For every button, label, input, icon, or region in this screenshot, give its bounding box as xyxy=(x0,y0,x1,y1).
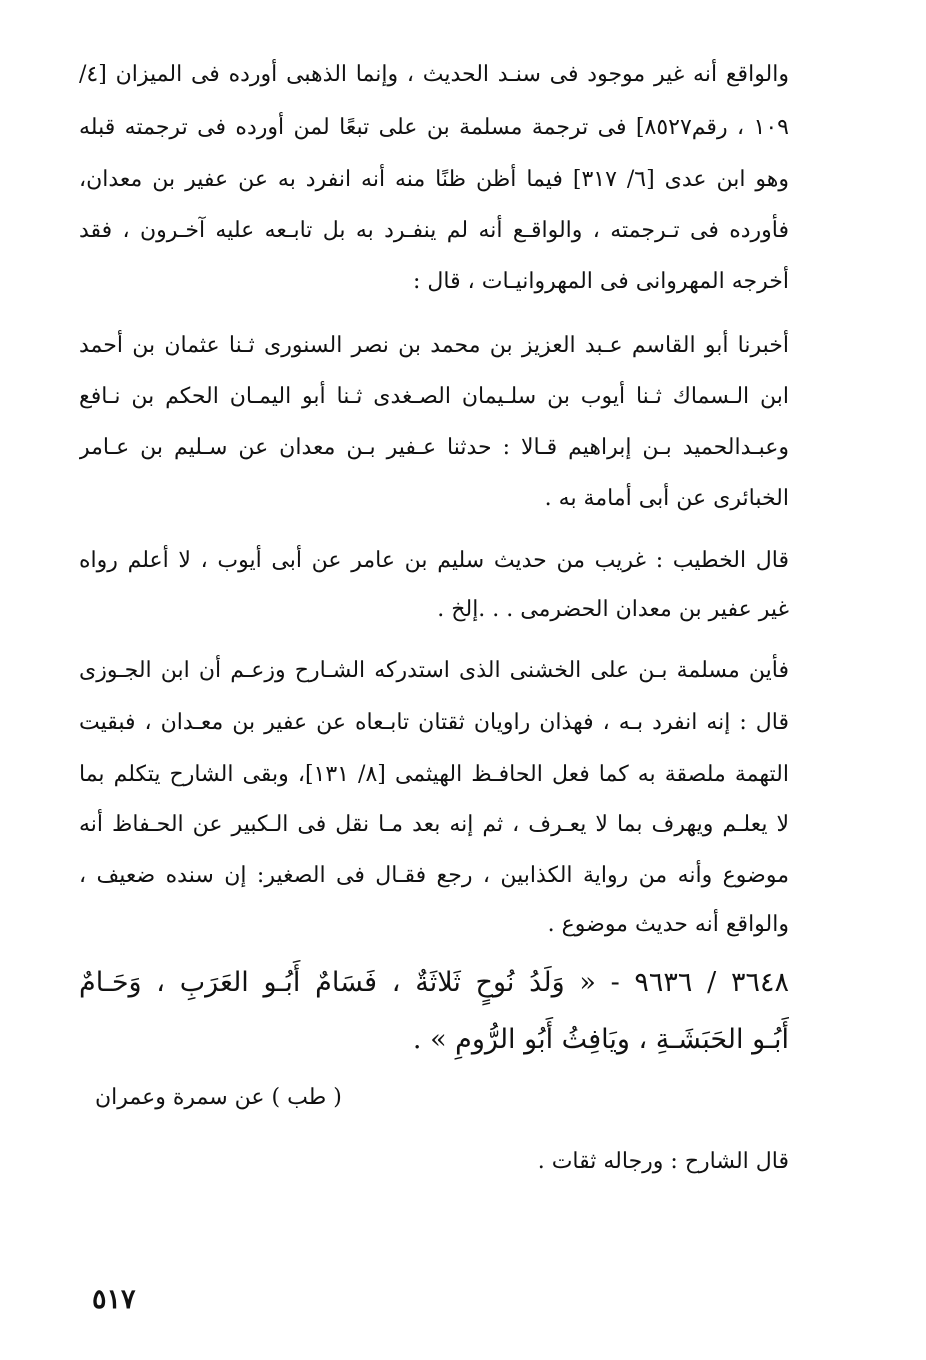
hadith-source: ( طب ) عن سمرة وعمران xyxy=(95,1085,342,1110)
text-line: قال : إنه انفرد بـه ، فهذان راويان ثقتان تابـعاه عن عفير بن معـدان ، فبقيت xyxy=(79,710,789,735)
text-line: وعبـدالحميد بـن إبراهيم قـالا : حدثنا عـفير بـن معدان عن سـليم بن عـامر xyxy=(79,435,789,460)
text-line: فأين مسلمة بـن على الخشنى الذى استدركه الشـارح وزعـم أن ابن الجـوزى xyxy=(79,658,789,683)
text-line: ابن الـسماك ثـنا أيوب بن سلـيمان الصـغدى ثـنا أبو اليمـان الحكم بن نـافع xyxy=(79,384,789,409)
page-number: ٥١٧ xyxy=(92,1284,136,1315)
hadith-line: أَبُـو الحَبَشَـةِ ، ويَافِثُ أَبُو الرُّومِ » . xyxy=(412,1024,789,1055)
text-line: الخبائرى عن أبى أمامة به . xyxy=(544,486,789,511)
text-line: فأورده فى تـرجمته ، والواقـع أنه لم ينفـرد به بل تابـعه عليه آخـرون ، فقد xyxy=(79,218,789,243)
text-line: أخرجه المهروانى فى المهروانيـات ، قال : xyxy=(413,269,789,294)
text-line: غير عفير بن معدان الحضرمى . . .إلخ . xyxy=(437,597,789,622)
text-line: ١٠٩ ، رقم٨٥٢٧] فى ترجمة مسلمة بن على تبعًا لمن أورده فى ترجمته قبله xyxy=(79,115,789,140)
text-line: لا يعلـم ويهرف بما لا يعـرف ، ثم إنه بعد مـا نقل فى الـكبير عن الحـفاظ أنه xyxy=(79,812,789,837)
text-line: والواقع أنه غير موجود فى سنـد الحديث ، وإنما الذهبى أورده فى الميزان [٤/ xyxy=(79,62,789,87)
text-line: قال الخطيب : غريب من حديث سليم بن عامر عن أبى أيوب ، لا أعلم رواه xyxy=(79,548,789,573)
text-line: أخبرنا أبو القاسم عـبد العزيز بن محمد بن نصر السنورى ثـنا عثمان بن أحمد xyxy=(79,333,789,358)
commentary-line: قال الشارح : ورجاله ثقات . xyxy=(537,1149,789,1174)
text-line: والواقع أنه حديث موضوع . xyxy=(547,912,789,937)
text-line: موضوع وأنه من رواية الكذابين ، رجع فقـال فى الصغير: إن سنده ضعيف ، xyxy=(79,863,789,888)
hadith-line: ٣٦٤٨ / ٩٦٣٦ - « وَلَدُ نُوحٍ ثَلاثَةٌ ، فَسَامٌ أَبُـو العَرَبِ ، وَحَـامٌ xyxy=(79,967,789,998)
text-line: وهو ابن عدى [٦/ ٣١٧] فيما أظن ظنًا منه أنه انفرد به عن عفير بن معدان، xyxy=(79,167,789,192)
text-line: التهمة ملصقة به كما فعل الحافـظ الهيثمى [٨/ ١٣١]، وبقى الشارح يتكلم بما xyxy=(79,762,789,787)
